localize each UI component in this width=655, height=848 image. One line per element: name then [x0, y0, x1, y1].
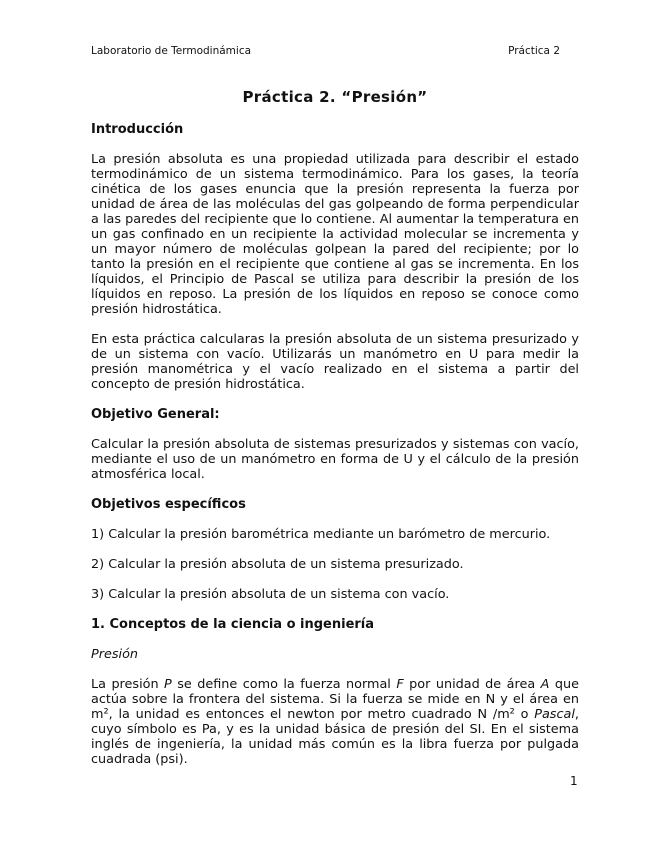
- pressure-text-1: La presión: [91, 677, 165, 692]
- page-number: 1: [570, 774, 578, 788]
- pressure-text-3: por unidad de área: [403, 677, 541, 692]
- page-title: Práctica 2. “Presión”: [242, 88, 428, 106]
- objective-item-2: 2) Calcular la presión absoluta de un sistema presurizado.: [91, 557, 464, 572]
- pressure-definition: [91, 677, 579, 767]
- header-right: Práctica 2: [508, 45, 560, 57]
- pascal-term: Pascal: [534, 707, 575, 722]
- var-p: P: [164, 677, 172, 692]
- var-a: A: [540, 677, 550, 692]
- general-objective-text: Calcular la presión absoluta de sistemas presurizados y sistemas con vacío, mediante el uso de un manómetro en forma de U y el cálculo de la presión atmosférica local.: [91, 437, 579, 482]
- pressure-text-5: , cuyo símbolo es Pa, y es la unidad básica de presión del SI. En el sistema inglés de ingeniería, la unidad más común es la libra fuerza por pulgada cuadrada (psi).: [91, 707, 579, 767]
- intro-heading: Introducción: [91, 122, 184, 137]
- pressure-text-2: se define como la fuerza normal: [171, 677, 397, 692]
- page-body: [91, 88, 579, 782]
- concepts-heading: 1. Conceptos de la ciencia o ingeniería: [91, 617, 375, 632]
- general-objective-heading: Objetivo General:: [91, 407, 220, 422]
- header-left: Laboratorio de Termodinámica: [91, 45, 252, 57]
- var-f: F: [396, 677, 404, 692]
- pressure-text-4: que actúa sobre la frontera del sistema. Si la fuerza se mide en N y el área en m², la unidad es entonces el newton por metro cuadrado N /m² o: [91, 677, 579, 722]
- intro-paragraph-1: La presión absoluta es una propiedad utilizada para describir el estado termodinámico de un sistema termodinámico. Para los gases, la teoría cinética de los gases enuncia que la presión representa la fuerza por unidad de área de las moléculas del gas golpeando de forma perpendicular a las paredes del recipiente que lo contiene. Al aumentar la temperatura en un gas confinado en un recipiente la actividad molecular se incrementa y un mayor número de moléculas golpean la pared del recipiente; por lo tanto la presión en el recipiente que contiene al gas se incrementa. En los líquidos, el Principio de Pascal se utiliza para describir la presión de los líquidos en reposo. La presión de los líquidos en reposo se conoce como presión hidrostática.: [91, 152, 579, 317]
- objective-item-1: 1) Calcular la presión barométrica mediante un barómetro de mercurio.: [91, 527, 551, 542]
- objective-item-3: 3) Calcular la presión absoluta de un sistema con vacío.: [91, 587, 450, 602]
- pressure-subheading: Presión: [91, 647, 139, 662]
- page-header: [91, 45, 560, 57]
- specific-objectives-heading: Objetivos específicos: [91, 497, 246, 512]
- intro-paragraph-2: En esta práctica calcularas la presión absoluta de un sistema presurizado y de un sistema con vacío. Utilizarás un manómetro en U para medir la presión manométrica y el vacío realizado en el sistema a partir del concepto de presión hidrostática.: [91, 332, 579, 392]
